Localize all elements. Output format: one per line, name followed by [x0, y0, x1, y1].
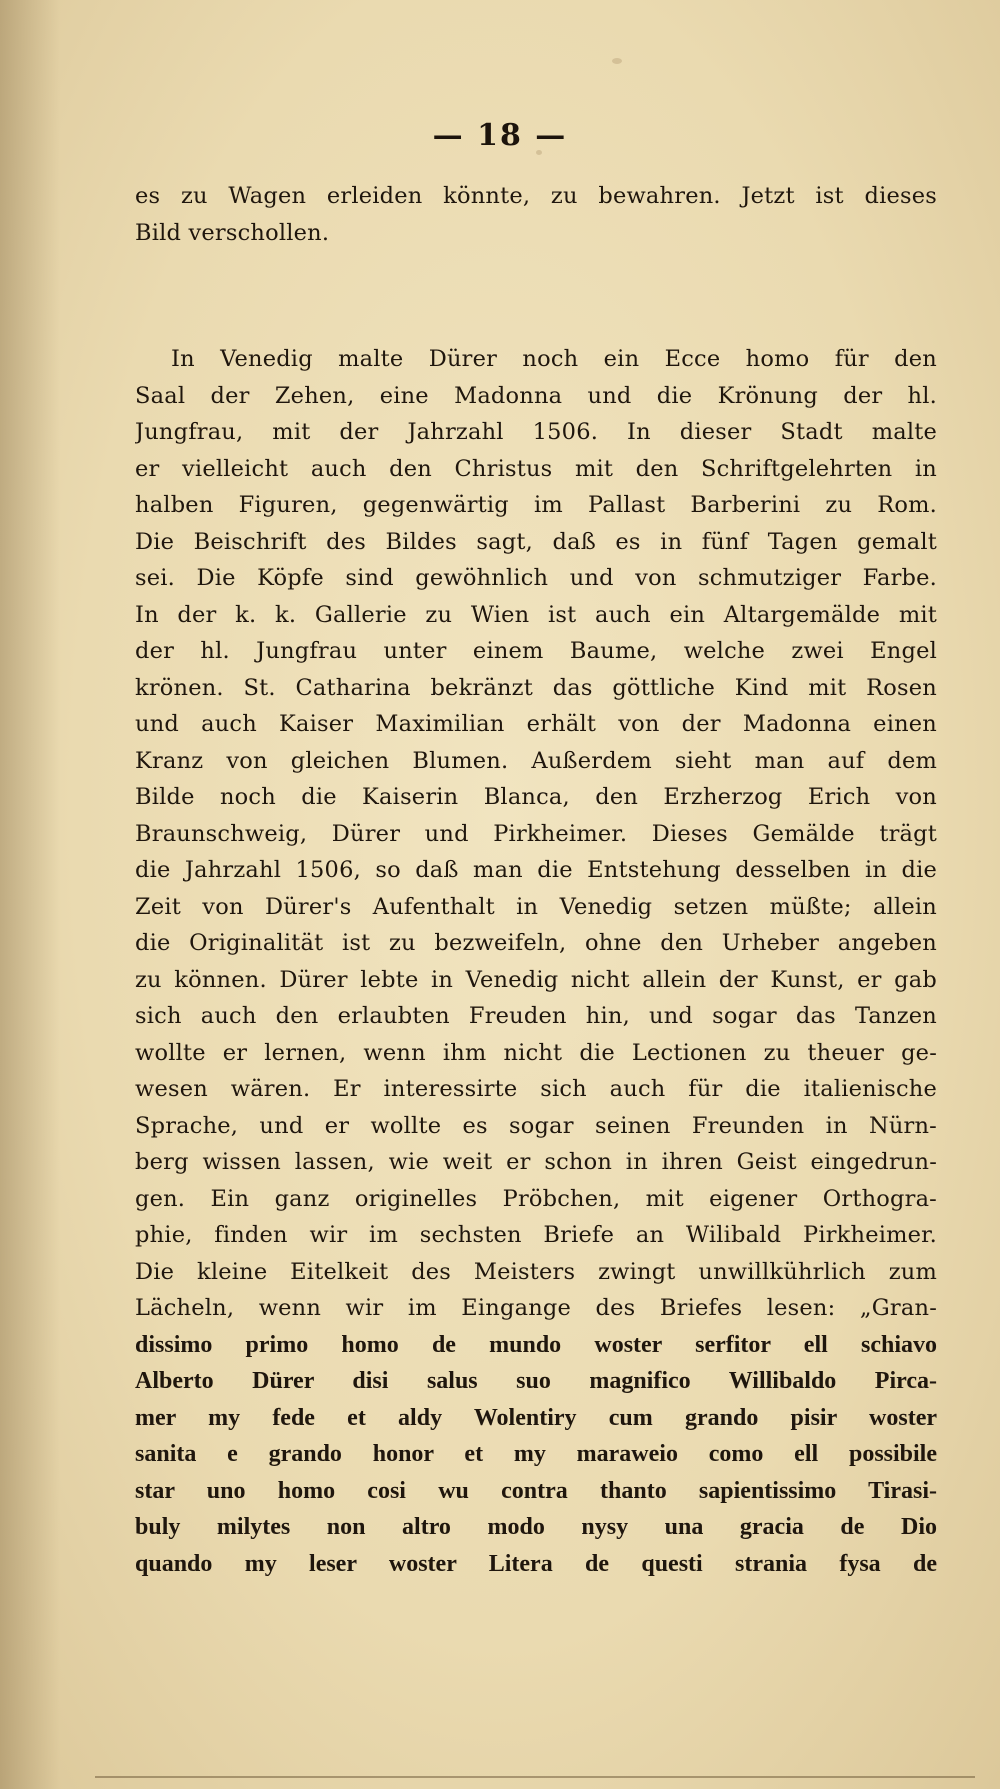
- text-line: sich auch den erlaubten Freuden hin, und sogar das Tanzen: [135, 1003, 937, 1029]
- text-line: Lächeln, wenn wir im Eingange des Briefes lesen: „Gran-: [135, 1295, 937, 1321]
- paragraph-2: [135, 341, 937, 1582]
- text-line: berg wissen lassen, wie weit er schon in ihren Geist eingedrun-: [135, 1149, 937, 1175]
- text-line-latin: dissimo primo homo de mundo woster serfitor ell schiavo: [135, 1331, 937, 1358]
- text-line: er vielleicht auch den Christus mit den Schriftgelehrten in: [135, 455, 937, 482]
- body-text: [135, 178, 937, 1582]
- text-line: Jungfrau, mit der Jahrzahl 1506. In dieser Stadt malte: [135, 419, 937, 445]
- text-line: Zeit von Dürer's Aufenthalt in Venedig setzen müßte; allein: [135, 893, 937, 920]
- text-line: es zu Wagen erleiden könnte, zu bewahren. Jetzt ist dieses: [135, 183, 937, 209]
- text-line: phie, finden wir im sechsten Briefe an Wilibald Pirkheimer.: [135, 1222, 937, 1248]
- spine-shadow: [0, 0, 60, 1789]
- text-line: Bild verschollen.: [135, 219, 330, 246]
- text-line: Braunschweig, Dürer und Pirkheimer. Dieses Gemälde trägt: [135, 820, 937, 847]
- text-line: Bilde noch die Kaiserin Blanca, den Erzherzog Erich von: [135, 784, 937, 810]
- text-line-latin: star uno homo cosi wu contra thanto sapientissimo Tirasi-: [135, 1477, 937, 1504]
- text-line-latin: sanita e grando honor et my maraweio como ell possibile: [135, 1441, 937, 1467]
- paper-spot: [612, 58, 622, 64]
- text-line: und auch Kaiser Maximilian erhält von der Madonna einen: [135, 711, 937, 737]
- text-line: zu können. Dürer lebte in Venedig nicht allein der Kunst, er gab: [135, 966, 937, 993]
- text-line: sei. Die Köpfe sind gewöhnlich und von schmutziger Farbe.: [135, 565, 937, 591]
- text-line: Die Beischrift des Bildes sagt, daß es in fünf Tagen gemalt: [135, 528, 937, 555]
- text-line: Sprache, und er wollte es sogar seinen Freunden in Nürn-: [135, 1112, 937, 1139]
- text-line: der hl. Jungfrau unter einem Baume, welche zwei Engel: [135, 638, 937, 664]
- text-line-latin: buly milytes non altro modo nysy una gracia de Dio: [135, 1514, 937, 1540]
- text-line: In Venedig malte Dürer noch ein Ecce homo für den: [171, 346, 937, 372]
- paragraph-1: [135, 178, 937, 251]
- text-line: gen. Ein ganz originelles Pröbchen, mit eigener Orthogra-: [135, 1185, 937, 1212]
- text-line: In der k. k. Gallerie zu Wien ist auch ein Altargemälde mit: [135, 601, 937, 628]
- text-line-latin: Alberto Dürer disi salus suo magnifico Willibaldo Pirca-: [135, 1368, 937, 1394]
- text-line-latin: mer my fede et aldy Wolentiry cum grando pisir woster: [135, 1404, 937, 1431]
- page-number: — 18 —: [432, 118, 568, 153]
- text-line: Kranz von gleichen Blumen. Außerdem sieht man auf dem: [135, 747, 937, 774]
- text-line: krönen. St. Catharina bekränzt das göttliche Kind mit Rosen: [135, 674, 937, 701]
- text-line: halben Figuren, gegenwärtig im Pallast Barberini zu Rom.: [135, 492, 937, 518]
- text-line-latin: quando my leser woster Litera de questi strania fysa de: [135, 1550, 937, 1577]
- page-bottom-edge: [95, 1776, 975, 1778]
- text-line: Saal der Zehen, eine Madonna und die Krönung der hl.: [135, 382, 937, 409]
- text-line: Die kleine Eitelkeit des Meisters zwingt unwillkührlich zum: [135, 1258, 937, 1285]
- paragraph-gap: [135, 251, 937, 341]
- text-line: die Originalität ist zu bezweifeln, ohne den Urheber angeben: [135, 930, 937, 956]
- text-line: die Jahrzahl 1506, so daß man die Entstehung desselben in die: [135, 857, 937, 883]
- text-line: wollte er lernen, wenn ihm nicht die Lectionen zu theuer ge-: [135, 1039, 937, 1066]
- text-line: wesen wären. Er interessirte sich auch für die italienische: [135, 1076, 937, 1102]
